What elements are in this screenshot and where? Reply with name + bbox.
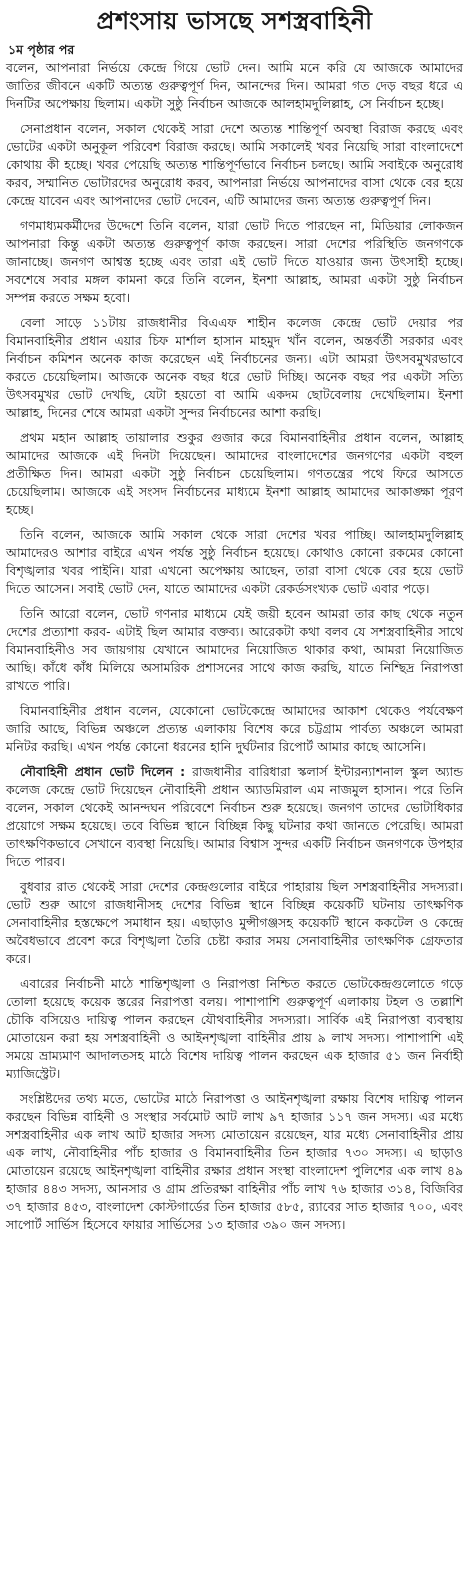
paragraph: বিমানবাহিনীর প্রধান বলেন, যেকোনো ভোটকেন্দ্রে আমাদের আকাশ থেকেও পর্যবেক্ষণ জারি আছে, বিভিন্ন অঞ্চলে প্রত্যন্ত এলাকায় বিশেষ করে চট্টগ্রাম পার্বত্য অঞ্চলে আমরা মনিটর করছি। এখন পর্যন্ত কোনো ধরনের হানি দুর্ঘটনার রিপোর্ট আমার কাছে আসেনি। [6,703,463,754]
headline: প্রশংসায় ভাসছে সশস্ত্রবাহিনী [96,7,373,35]
paragraph: তিনি বলেন, আজকে আমি সকাল থেকে সারা দেশের খবর পাচ্ছি। আলহামদুলিল্লাহ আমাদেরও আশার বাইরে এখন পর্যন্ত সুষ্ঠু নির্বাচন হয়েছে। কোথাও কোনো রকমের কোনো বিশৃঙ্খলার খবর পাইনি। যারা এখনো অপেক্ষায় আছেন, তারা বাসা থেকে বের হয়ে ভোট দিতে আসেন। সবাই ভোট দেন, যাতে আমাদের একটা রেকর্ডসংখ্যক ভোট এবার পড়ে। [6,527,463,596]
continued-from-label: ১ম পৃষ্ঠার পর [8,42,75,57]
paragraph-navy [6,763,463,871]
paragraph: বুধবার রাত থেকেই সারা দেশের কেন্দ্রগুলোর বাইরে পাহারায় ছিল সশস্ত্রবাহিনীর সদস্যরা। ভোট শুরু আগে রাজধানীসহ দেশের বিভিন্ন স্থানে বিচ্ছিন্ন কয়েকটি ঘটনায় তাৎক্ষণিক সেনাবাহিনীর হস্তক্ষেপে সমাধান হয়। এছাড়াও মুন্সীগঞ্জসহ কয়েকটি স্থানে ককটেল ও কেন্দ্রে অবৈধভাবে প্রবেশ করে বিশৃঙ্খলা তৈরি চেষ্টা করার সময় সেনাবাহিনীর তাৎক্ষণিক গ্রেফতার করে। [6,879,463,966]
article-body [6,59,463,1234]
paragraph: প্রথম মহান আল্লাহ তায়ালার শুকুর গুজার করে বিমানবাহিনীর প্রধান বলেন, আল্লাহ আমাদের আজকে এই দিনটা দিয়েছেন। আমাদের বাংলাদেশের জনগণের একটা বহুল প্রতীক্ষিত দিন। আমরা একটা সুষ্ঠু নির্বাচন চেয়েছিলাম। গণতন্ত্রের পথে ফিরে আসতে চেয়েছিলাম। আজকে এই সংসদ নির্বাচনের মাধ্যমে ইনশা আল্লাহ আমাদের আকাঙ্ক্ষা পূরণ হচ্ছে। [6,430,463,517]
paragraph: সংশ্লিষ্টদের তথ্য মতে, ভোটের মাঠে নিরাপত্তা ও আইনশৃঙ্খলা রক্ষায় বিশেষ দায়িত্ব পালন করছেন বিভিন্ন বাহিনী ও সংস্থার সর্বমোট আট লাখ ৯৭ হাজার ১১৭ জন সদস্য। এর মধ্যে সশস্ত্রবাহিনীর এক লাখ আট হাজার সদস্য মোতায়েন রয়েছেন, যার মধ্যে সেনাবাহিনীর প্রায় এক লাখ, নৌবাহিনীর পাঁচ হাজার ও বিমানবাহিনীর তিন হাজার ৭৩০ সদস্য। এ ছাড়াও মোতায়েন রয়েছে আইনশৃঙ্খলা বাহিনীর রক্ষার প্রধান সংস্থা বাংলাদেশ পুলিশের এক লাখ ৪৯ হাজার ৪৪৩ সদস্য, আনসার ও গ্রাম প্রতিরক্ষা বাহিনীর পাঁচ লাখ ৭৬ হাজার ৩১৪, বিজিবির ৩৭ হাজার ৪৫৩, বাংলাদেশ কোস্টগার্ডের তিন হাজার ৫৮৫, র‍্যাবের সাত হাজার ৭০০, এবং সাপোর্ট সার্ভিস হিসেবে ফায়ার সার্ভিসের ১৩ হাজার ৩৯০ জন সদস্য। [6,1091,463,1232]
paragraph: বেলা সাড়ে ১১টায় রাজধানীর বিএএফ শাহীন কলেজ কেন্দ্রে ভোট দেয়ার পর বিমানবাহিনীর প্রধান এয়ার চিফ মার্শাল হাসান মাহমুদ খাঁন বলেন, অন্তর্বর্তী সরকার এবং নির্বাচন কমিশন অনেক কাজ করেছেন এই নির্বাচনের জন্য। এটা আমরা উৎসবমুখরভাবে করতে চেয়েছিলাম। আজকে অনেক বছর ধরে ভোট দিচ্ছি। অনেক বছর পর একটা সত্যি উৎসবমুখর ভোট দেখছি, যেটা হয়তো বা আমি একদম ছোটবেলায় দেখেছিলাম। ইনশা আল্লাহ, দিনের শেষে আমরা একটা সুন্দর নির্বাচনের আশা করছি। [6,315,463,420]
paragraph: এবারের নির্বাচনী মাঠে শান্তিশৃঙ্খলা ও নিরাপত্তা নিশ্চিত করতে ভোটকেন্দ্রগুলোতে গড়ে তোলা হয়েছে কয়েক স্তরের নিরাপত্তা বলয়। পাশাপাশি গুরুত্বপূর্ণ এলাকায় টহল ও তল্লাশি চৌকি বসিয়েও দায়িত্ব পালন করছেন যৌথবাহিনীর সদস্যরা। সার্বিক এই নিরাপত্তা ব্যবস্থায় মোতায়েন করা হয় সশস্ত্রবাহিনী ও আইনশৃঙ্খলা বাহিনীর প্রায় ৯ লাখ সদস্য। পাশাপাশি এই সময়ে ভ্রাম্যমাণ আদালতসহ মাঠে বিশেষ দায়িত্ব পালন করছেন এক হাজার ৫১ জন নির্বাহী ম্যাজিস্ট্রেট। [6,976,463,1081]
paragraph: তিনি আরো বলেন, ভোট গণনার মাধ্যমে যেই জয়ী হবেন আমরা তার কাছ থেকে নতুন দেশের প্রত্যাশা করব- এটাই ছিল আমার বক্তব্য। আরেকটা কথা বলব যে সশস্ত্রবাহিনীর সাথে বিমানবাহিনীও সব জায়গায় যেখানে আমাদের নিয়োজিত থাকার কথা, আমরা নিয়োজিত আছি। কাঁধে কাঁধ মিলিয়ে অসামরিক প্রশাসনের সাথে কাজ করছি, যাতে নিশ্ছিদ্র নিরাপত্তা রাখতে পারি। [6,606,463,693]
navy-subhead: নৌবাহিনী প্রধান ভোট দিলেন : [20,764,186,779]
paragraph: সেনাপ্রধান বলেন, সকাল থেকেই সারা দেশে অত্যন্ত শান্তিপূর্ণ অবস্থা বিরাজ করছে এবং ভোটের একটা অনুকূল পরিবেশ বিরাজ করছে। আমি সকালেই খবর নিয়েছি সারা বাংলাদেশে কোথায় কী হচ্ছে। খবর পেয়েছি অত্যন্ত শান্তিপূর্ণভাবে নির্বাচন চলছে। আমি সবাইকে অনুরোধ করব, সম্মানিত ভোটারদের অনুরোধ করব, আপনারা নির্ভয়ে আপনাদের বাসা থেকে বের হয়ে কেন্দ্রে যাবেন এবং আপনাদের ভোট দেবেন, এটি আমাদের জন্য অত্যন্ত গুরুত্বপূর্ণ দিন। [6,121,463,208]
paragraph: গণমাধ্যমকর্মীদের উদ্দেশে তিনি বলেন, যারা ভোট দিতে পারছেন না, মিডিয়ার লোকজন আপনারা কিন্তু একটা অত্যন্ত গুরুত্বপূর্ণ কাজ করছেন। সারা দেশের পরিস্থিতি জনগণকে জানাচ্ছে। জনগণ আশ্বস্ত হচ্ছে এবং তারা এই ভোট দিতে যাওয়ার জন্য উৎসাহী হচ্ছে। সবশেষে সবার মঙ্গল কামনা করে তিনি বলেন, ইনশা আল্লাহ, আমরা একটা সুষ্ঠু নির্বাচন সম্পন্ন করতে সক্ষম হবো। [6,218,463,305]
paragraph: বলেন, আপনারা নির্ভয়ে কেন্দ্রে গিয়ে ভোট দেন। আমি মনে করি যে আজকে আমাদের জাতির জীবনে একটি অত্যন্ত গুরুত্বপূর্ণ দিন, আনন্দের দিন। আমরা গত দেড় বছর ধরে এ দিনটির অপেক্ষায় ছিলাম। একটা সুষ্ঠু নির্বাচন আজকে আলহামদুলিল্লাহ, সে নির্বাচন হচ্ছে। [6,60,463,111]
paragraph-text: রাজধানীর বারিধারা স্কলার্স ইন্টারন্যাশনাল স্কুল অ্যান্ড কলেজ কেন্দ্রে ভোট দিয়েছেন নৌবাহিনী প্রধান অ্যাডমিরাল এম নাজমুল হাসান। পরে তিনি বলেন, সকাল থেকেই আনন্দঘন পরিবেশে নির্বাচন শুরু হয়েছে। জনগণ তাদের ভোটাধিকার প্রয়োগে সক্ষম হয়েছে। তবে বিভিন্ন স্থানে বিচ্ছিন্ন কিছু ঘটনার কথা জানতে পেরেছি। আমরা তাৎক্ষণিকভাবে সেখানে ব্যবস্থা নিয়েছি। আমার বিশ্বাস সুন্দর একটি নির্বাচন জনগণকে উপহার দিতে পারব। [6,764,464,869]
